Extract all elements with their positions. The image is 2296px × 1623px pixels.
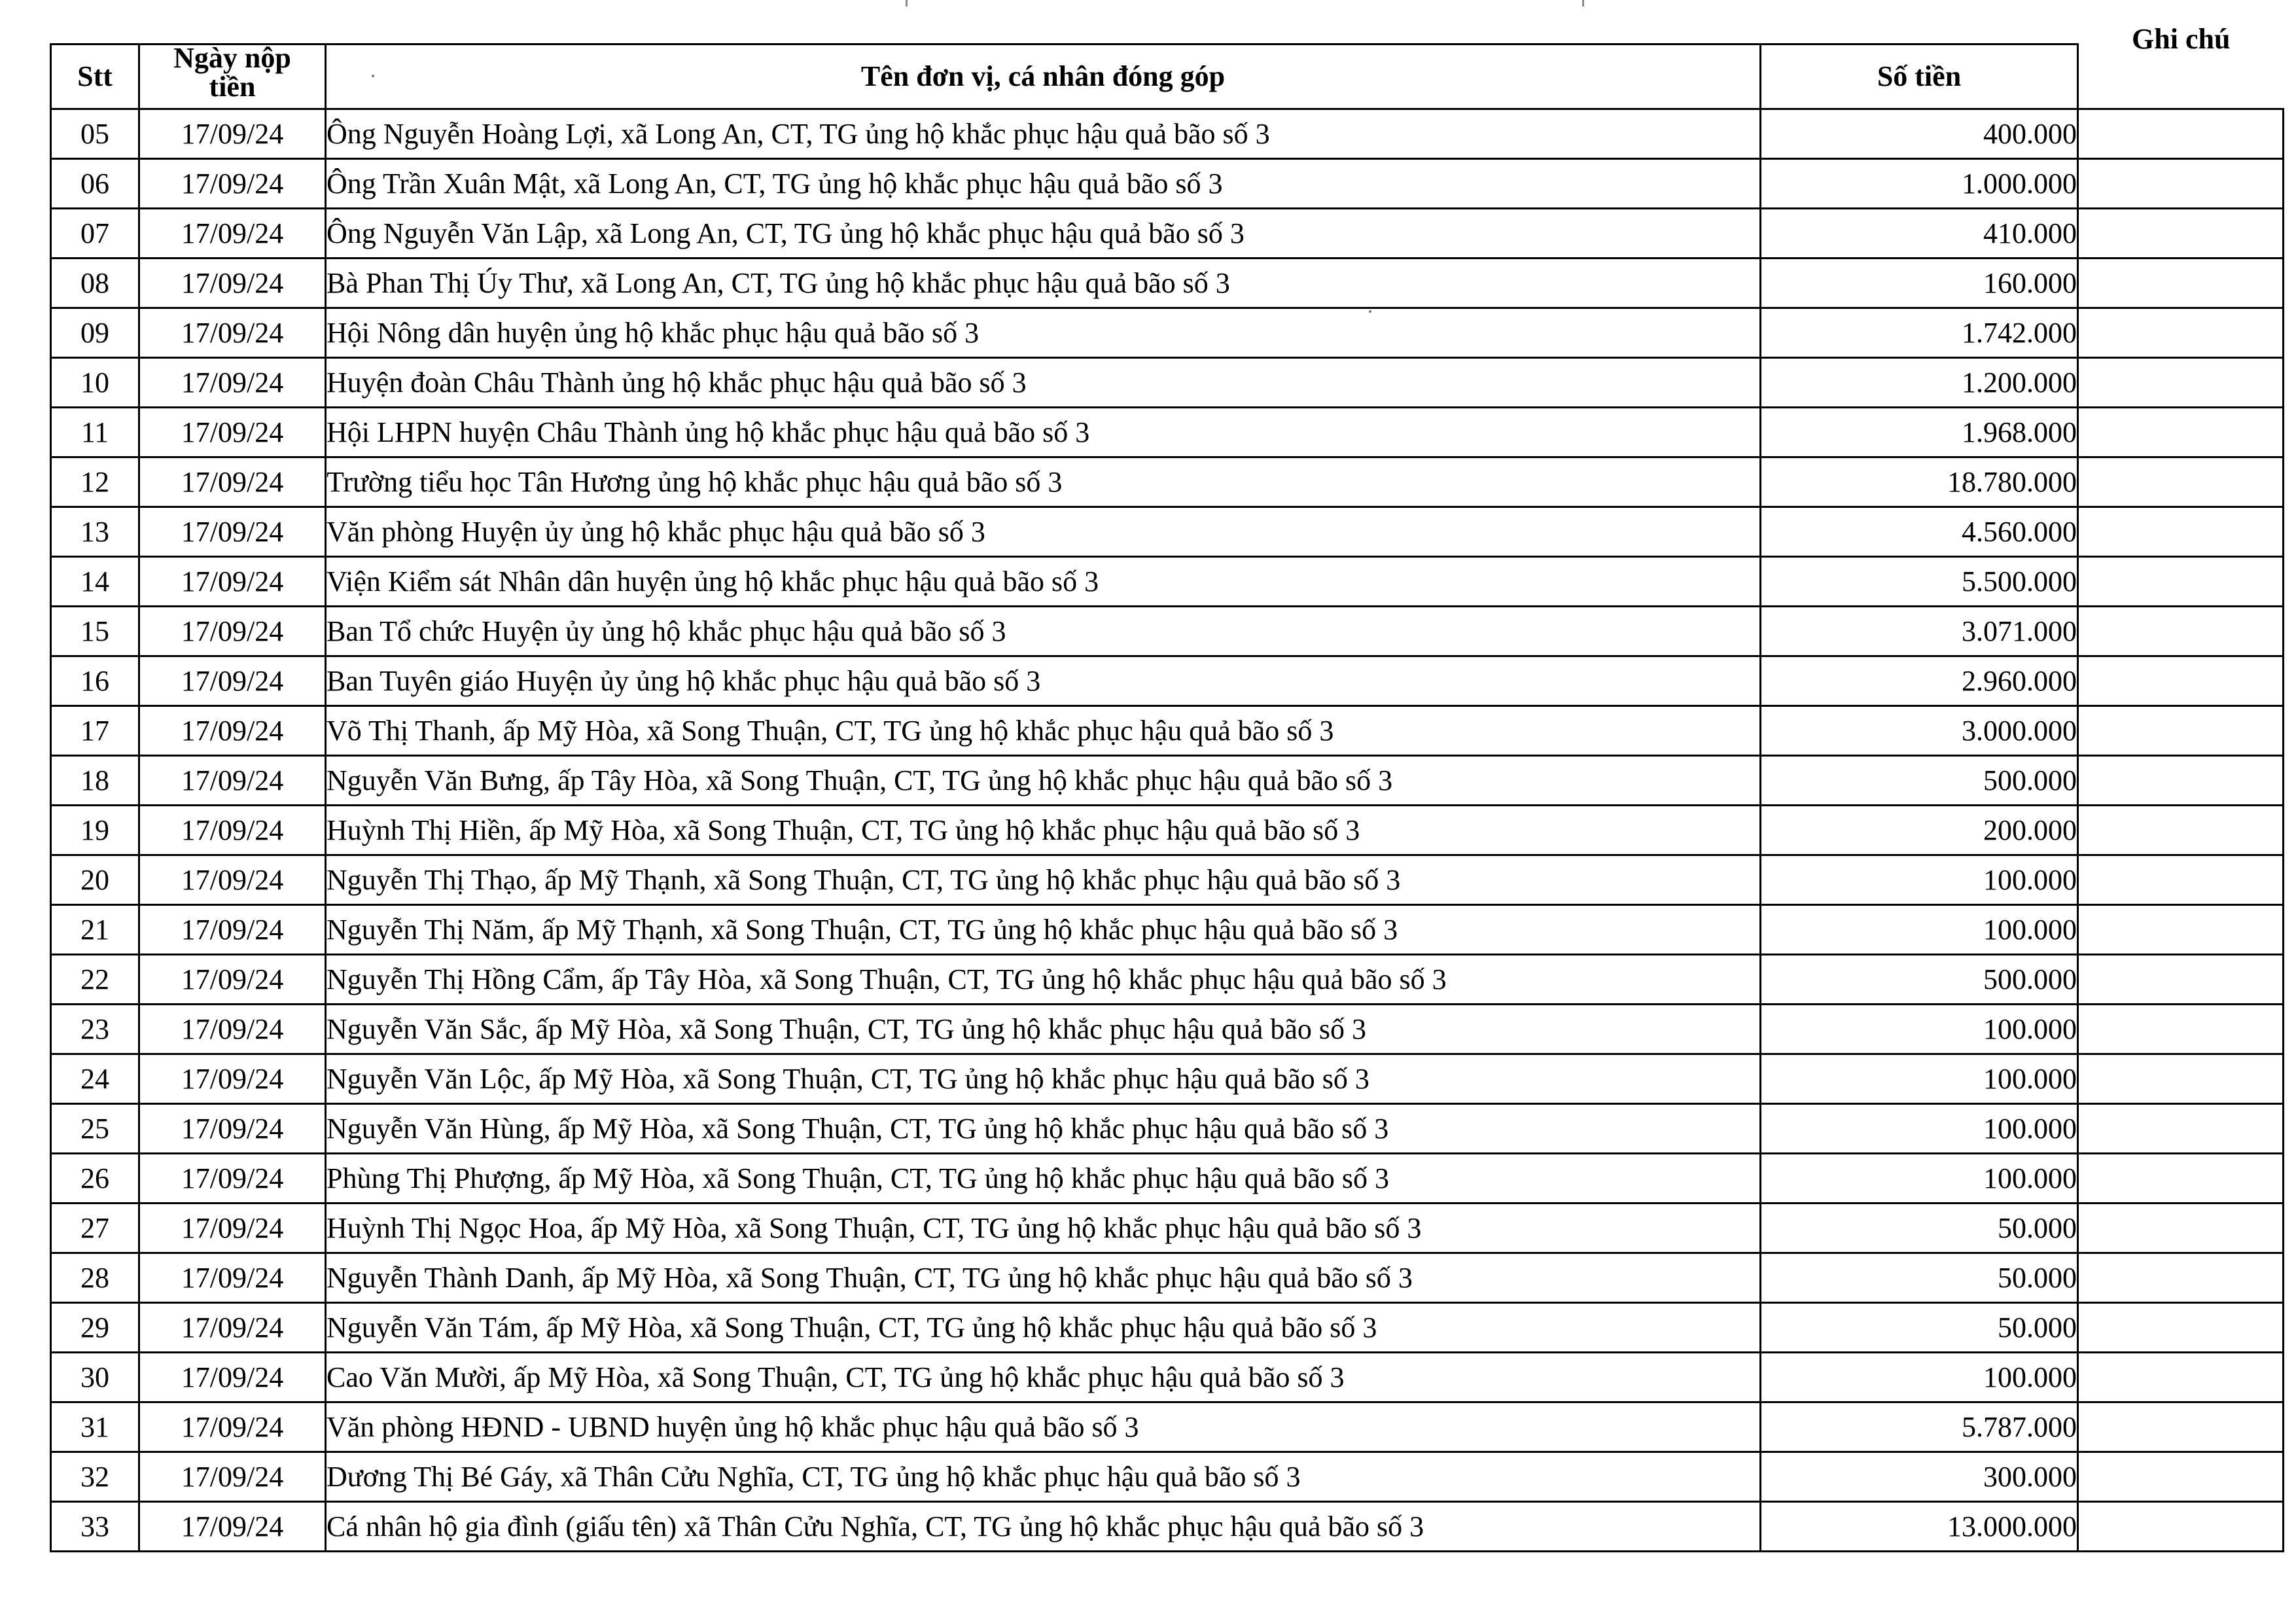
cell-date: 17/09/24 [139, 1353, 326, 1402]
donation-table [50, 22, 2284, 1552]
cell-date: 17/09/24 [139, 507, 326, 557]
cell-note [2078, 1303, 2284, 1353]
cell-name: Nguyễn Thị Thạo, ấp Mỹ Thạnh, xã Song Thuận, CT, TG ủng hộ khắc phục hậu quả bão số 3 [326, 855, 1761, 905]
cell-date: 17/09/24 [139, 806, 326, 855]
cell-date: 17/09/24 [139, 607, 326, 656]
cell-stt: 06 [51, 159, 139, 209]
table-row [51, 209, 2284, 259]
cell-stt: 05 [51, 109, 139, 159]
header-date [139, 42, 326, 109]
cell-name: Ban Tuyên giáo Huyện ủy ủng hộ khắc phục hậu quả bão số 3 [326, 656, 1761, 706]
cell-name: Ông Nguyễn Hoàng Lợi, xã Long An, CT, TG ủng hộ khắc phục hậu quả bão số 3 [326, 109, 1761, 159]
cell-date: 17/09/24 [139, 1054, 326, 1104]
cell-stt: 30 [51, 1353, 139, 1402]
cell-name: Cá nhân hộ gia đình (giấu tên) xã Thân Cửu Nghĩa, CT, TG ủng hộ khắc phục hậu quả bão số 3 [326, 1502, 1761, 1552]
cell-amount: 100.000 [1761, 1353, 2078, 1402]
cell-note [2078, 109, 2284, 159]
cell-amount: 18.780.000 [1761, 457, 2078, 507]
cell-amount: 1.000.000 [1761, 159, 2078, 209]
table-row [51, 706, 2284, 756]
table-row [51, 1154, 2284, 1204]
cell-stt: 23 [51, 1005, 139, 1054]
cell-note [2078, 557, 2284, 607]
cell-note [2078, 1005, 2284, 1054]
cell-note [2078, 706, 2284, 756]
cell-note [2078, 656, 2284, 706]
cell-amount: 100.000 [1761, 855, 2078, 905]
cell-note [2078, 408, 2284, 457]
scan-mark [1582, 0, 1584, 7]
cell-name: Nguyễn Thị Hồng Cẩm, ấp Tây Hòa, xã Song Thuận, CT, TG ủng hộ khắc phục hậu quả bão số 3 [326, 955, 1761, 1005]
cell-note [2078, 209, 2284, 259]
cell-amount: 1.200.000 [1761, 358, 2078, 408]
cell-amount: 50.000 [1761, 1303, 2078, 1353]
cell-date: 17/09/24 [139, 557, 326, 607]
header-name: Tên đơn vị, cá nhân đóng góp [326, 45, 1761, 109]
cell-amount: 50.000 [1761, 1253, 2078, 1303]
cell-date: 17/09/24 [139, 1154, 326, 1204]
cell-date: 17/09/24 [139, 1402, 326, 1452]
cell-stt: 29 [51, 1303, 139, 1353]
cell-date: 17/09/24 [139, 1452, 326, 1502]
cell-stt: 15 [51, 607, 139, 656]
table-row [51, 1303, 2284, 1353]
cell-name: Huỳnh Thị Ngọc Hoa, ấp Mỹ Hòa, xã Song Thuận, CT, TG ủng hộ khắc phục hậu quả bão số 3 [326, 1204, 1761, 1253]
cell-name: Ông Nguyễn Văn Lập, xã Long An, CT, TG ủng hộ khắc phục hậu quả bão số 3 [326, 209, 1761, 259]
cell-stt: 26 [51, 1154, 139, 1204]
cell-name: Hội LHPN huyện Châu Thành ủng hộ khắc phục hậu quả bão số 3 [326, 408, 1761, 457]
cell-name: Ban Tổ chức Huyện ủy ủng hộ khắc phục hậu quả bão số 3 [326, 607, 1761, 656]
cell-name: Nguyễn Văn Bưng, ấp Tây Hòa, xã Song Thuận, CT, TG ủng hộ khắc phục hậu quả bão số 3 [326, 756, 1761, 806]
cell-amount: 200.000 [1761, 806, 2078, 855]
cell-stt: 33 [51, 1502, 139, 1552]
cell-amount: 1.968.000 [1761, 408, 2078, 457]
cell-note [2078, 1452, 2284, 1502]
cell-date: 17/09/24 [139, 109, 326, 159]
cell-date: 17/09/24 [139, 159, 326, 209]
cell-date: 17/09/24 [139, 855, 326, 905]
table-row [51, 656, 2284, 706]
cell-name: Trường tiểu học Tân Hương ủng hộ khắc phục hậu quả bão số 3 [326, 457, 1761, 507]
cell-amount: 300.000 [1761, 1452, 2078, 1502]
header-amount: Số tiền [1761, 45, 2078, 109]
cell-amount: 13.000.000 [1761, 1502, 2078, 1552]
cell-amount: 3.000.000 [1761, 706, 2078, 756]
cell-stt: 07 [51, 209, 139, 259]
cell-stt: 16 [51, 656, 139, 706]
header-note-label: Ghi chú [2132, 22, 2231, 55]
cell-stt: 10 [51, 358, 139, 408]
cell-date: 17/09/24 [139, 706, 326, 756]
table-row [51, 1054, 2284, 1104]
table-row [51, 607, 2284, 656]
cell-date: 17/09/24 [139, 656, 326, 706]
cell-name: Huyện đoàn Châu Thành ủng hộ khắc phục hậu quả bão số 3 [326, 358, 1761, 408]
cell-note [2078, 1502, 2284, 1552]
cell-amount: 100.000 [1761, 905, 2078, 955]
table-row [51, 806, 2284, 855]
cell-date: 17/09/24 [139, 358, 326, 408]
table-row [51, 1253, 2284, 1303]
cell-note [2078, 358, 2284, 408]
cell-amount: 5.500.000 [1761, 557, 2078, 607]
cell-name: Văn phòng HĐND - UBND huyện ủng hộ khắc phục hậu quả bão số 3 [326, 1402, 1761, 1452]
table-row [51, 159, 2284, 209]
table-row [51, 905, 2284, 955]
header-note [2078, 22, 2284, 109]
cell-stt: 09 [51, 308, 139, 358]
cell-date: 17/09/24 [139, 1104, 326, 1154]
cell-name: Ông Trần Xuân Mật, xã Long An, CT, TG ủng hộ khắc phục hậu quả bão số 3 [326, 159, 1761, 209]
cell-amount: 100.000 [1761, 1054, 2078, 1104]
cell-date: 17/09/24 [139, 209, 326, 259]
cell-date: 17/09/24 [139, 408, 326, 457]
cell-amount: 3.071.000 [1761, 607, 2078, 656]
cell-stt: 27 [51, 1204, 139, 1253]
cell-stt: 13 [51, 507, 139, 557]
table-row [51, 1353, 2284, 1402]
cell-note [2078, 1054, 2284, 1104]
cell-note [2078, 607, 2284, 656]
table-row [51, 308, 2284, 358]
cell-stt: 14 [51, 557, 139, 607]
cell-name: Văn phòng Huyện ủy ủng hộ khắc phục hậu quả bão số 3 [326, 507, 1761, 557]
cell-date: 17/09/24 [139, 756, 326, 806]
table-row [51, 1402, 2284, 1452]
cell-name: Nguyễn Văn Sắc, ấp Mỹ Hòa, xã Song Thuận, CT, TG ủng hộ khắc phục hậu quả bão số 3 [326, 1005, 1761, 1054]
cell-name: Nguyễn Văn Lộc, ấp Mỹ Hòa, xã Song Thuận, CT, TG ủng hộ khắc phục hậu quả bão số 3 [326, 1054, 1761, 1104]
cell-name: Nguyễn Văn Hùng, ấp Mỹ Hòa, xã Song Thuận, CT, TG ủng hộ khắc phục hậu quả bão số 3 [326, 1104, 1761, 1154]
cell-amount: 410.000 [1761, 209, 2078, 259]
cell-stt: 18 [51, 756, 139, 806]
cell-stt: 21 [51, 905, 139, 955]
cell-amount: 160.000 [1761, 259, 2078, 308]
cell-amount: 400.000 [1761, 109, 2078, 159]
cell-amount: 100.000 [1761, 1005, 2078, 1054]
header-date-line2: tiền [209, 71, 256, 103]
table-row [51, 955, 2284, 1005]
cell-note [2078, 905, 2284, 955]
cell-note [2078, 1253, 2284, 1303]
table-row [51, 855, 2284, 905]
cell-stt: 22 [51, 955, 139, 1005]
cell-stt: 11 [51, 408, 139, 457]
header-date-line1: Ngày nộp [173, 42, 291, 74]
cell-stt: 31 [51, 1402, 139, 1452]
header-row [51, 45, 2284, 109]
cell-name: Nguyễn Thị Năm, ấp Mỹ Thạnh, xã Song Thuận, CT, TG ủng hộ khắc phục hậu quả bão số 3 [326, 905, 1761, 955]
cell-note [2078, 955, 2284, 1005]
cell-name: Viện Kiểm sát Nhân dân huyện ủng hộ khắc phục hậu quả bão số 3 [326, 557, 1761, 607]
cell-date: 17/09/24 [139, 308, 326, 358]
cell-date: 17/09/24 [139, 1502, 326, 1552]
table-row [51, 358, 2284, 408]
scan-mark [906, 0, 908, 7]
cell-note [2078, 1402, 2284, 1452]
cell-date: 17/09/24 [139, 1253, 326, 1303]
cell-note [2078, 1204, 2284, 1253]
cell-amount: 500.000 [1761, 955, 2078, 1005]
cell-name: Dương Thị Bé Gáy, xã Thân Cửu Nghĩa, CT, TG ủng hộ khắc phục hậu quả bão số 3 [326, 1452, 1761, 1502]
cell-date: 17/09/24 [139, 905, 326, 955]
cell-date: 17/09/24 [139, 955, 326, 1005]
cell-note [2078, 1104, 2284, 1154]
cell-note [2078, 507, 2284, 557]
cell-stt: 17 [51, 706, 139, 756]
cell-amount: 1.742.000 [1761, 308, 2078, 358]
table-row [51, 756, 2284, 806]
table-body [51, 109, 2284, 1552]
table-row [51, 1204, 2284, 1253]
cell-note [2078, 259, 2284, 308]
cell-name: Huỳnh Thị Hiền, ấp Mỹ Hòa, xã Song Thuận, CT, TG ủng hộ khắc phục hậu quả bão số 3 [326, 806, 1761, 855]
cell-note [2078, 457, 2284, 507]
cell-note [2078, 756, 2284, 806]
cell-name: Bà Phan Thị Úy Thư, xã Long An, CT, TG ủng hộ khắc phục hậu quả bão số 3 [326, 259, 1761, 308]
cell-name: Cao Văn Mười, ấp Mỹ Hòa, xã Song Thuận, CT, TG ủng hộ khắc phục hậu quả bão số 3 [326, 1353, 1761, 1402]
table-row [51, 1502, 2284, 1552]
table-row [51, 457, 2284, 507]
cell-note [2078, 308, 2284, 358]
table-row [51, 1005, 2284, 1054]
cell-date: 17/09/24 [139, 1303, 326, 1353]
cell-stt: 25 [51, 1104, 139, 1154]
header-stt: Stt [51, 45, 139, 109]
cell-amount: 5.787.000 [1761, 1402, 2078, 1452]
table-row [51, 1104, 2284, 1154]
table-row [51, 1452, 2284, 1502]
table-row [51, 507, 2284, 557]
cell-stt: 12 [51, 457, 139, 507]
cell-amount: 100.000 [1761, 1104, 2078, 1154]
cell-date: 17/09/24 [139, 259, 326, 308]
cell-note [2078, 159, 2284, 209]
cell-note [2078, 806, 2284, 855]
table-row [51, 259, 2284, 308]
table-row [51, 109, 2284, 159]
cell-amount: 100.000 [1761, 1154, 2078, 1204]
cell-amount: 50.000 [1761, 1204, 2078, 1253]
cell-stt: 32 [51, 1452, 139, 1502]
cell-name: Hội Nông dân huyện ủng hộ khắc phục hậu quả bão số 3 [326, 308, 1761, 358]
cell-date: 17/09/24 [139, 1005, 326, 1054]
cell-stt: 24 [51, 1054, 139, 1104]
cell-name: Phùng Thị Phượng, ấp Mỹ Hòa, xã Song Thuận, CT, TG ủng hộ khắc phục hậu quả bão số 3 [326, 1154, 1761, 1204]
cell-stt: 28 [51, 1253, 139, 1303]
cell-note [2078, 1353, 2284, 1402]
cell-note [2078, 855, 2284, 905]
cell-stt: 08 [51, 259, 139, 308]
table-row [51, 408, 2284, 457]
cell-name: Nguyễn Thành Danh, ấp Mỹ Hòa, xã Song Thuận, CT, TG ủng hộ khắc phục hậu quả bão số 3 [326, 1253, 1761, 1303]
cell-date: 17/09/24 [139, 457, 326, 507]
cell-note [2078, 1154, 2284, 1204]
cell-name: Võ Thị Thanh, ấp Mỹ Hòa, xã Song Thuận, CT, TG ủng hộ khắc phục hậu quả bão số 3 [326, 706, 1761, 756]
cell-stt: 19 [51, 806, 139, 855]
cell-amount: 2.960.000 [1761, 656, 2078, 706]
cell-amount: 4.560.000 [1761, 507, 2078, 557]
cell-name: Nguyễn Văn Tám, ấp Mỹ Hòa, xã Song Thuận, CT, TG ủng hộ khắc phục hậu quả bão số 3 [326, 1303, 1761, 1353]
cell-amount: 500.000 [1761, 756, 2078, 806]
table-row [51, 557, 2284, 607]
cell-date: 17/09/24 [139, 1204, 326, 1253]
cell-stt: 20 [51, 855, 139, 905]
